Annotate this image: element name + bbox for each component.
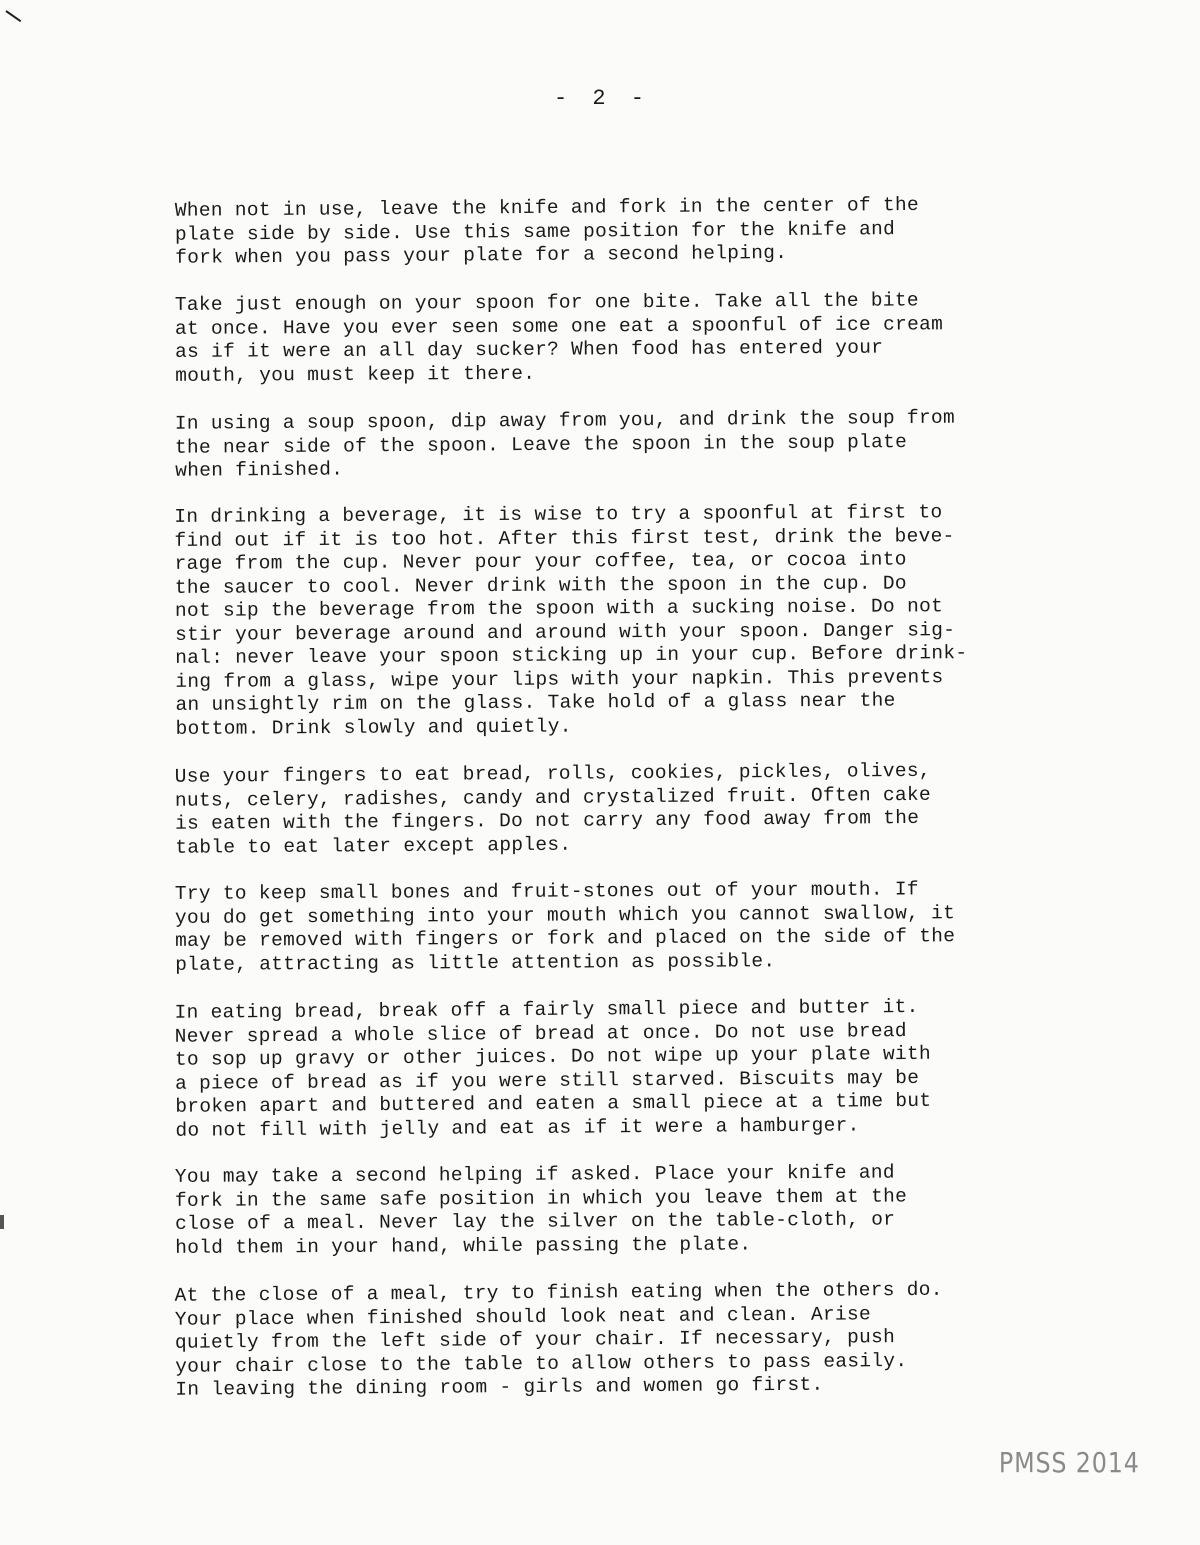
watermark: PMSS 2014: [999, 1446, 1140, 1479]
paragraph-bread: In eating bread, break off a fairly small piece and butter it. Never spread a whole slice of bread at once. Do not use bread to sop up gravy or other juices. Do not wipe up your plate with a piece of bread as if you were still starved. Biscuits may be broken apart and buttered and eaten a small piece at a time but do not fill with jelly and eat as if it were a hamburger.: [174, 995, 932, 1142]
paragraph-bones-stones: Try to keep small bones and fruit-stones out of your mouth. If you do get something into your mouth which you cannot swallow, it may be removed with fingers or fork and placed on the side of the plate, attracting as little attention as possible.: [174, 878, 956, 976]
paragraph-close-of-meal: At the close of a meal, try to finish eating when the others do. Your place when finished should look neat and clean. Arise quietly from the left side of your chair. If necessary, push your chair close to the table to allow others to pass easily. In leaving the dining room - girls and women go first.: [174, 1278, 943, 1401]
margin-tick: [0, 1215, 4, 1229]
body-text: [174, 193, 1135, 1423]
paragraph-beverage: In drinking a beverage, it is wise to try a spoonful at first to find out if it is too hot. After this first test, drink the beve- rage from the cup. Never pour your coffee, tea, or cocoa into the saucer to cool. Never drink with the spoon in the cup. Do not sip the beverage from the spoon with a sucking noise. Do not stir your beverage around and around with your spoon. Danger sig- nal: never leave your spoon sticking up in your cup. Before drink- ing from a glass, wipe your lips with your napkin. This prevents an unsightly rim on the glass. Take hold of a glass near the bottom. Drink slowly and quietly.: [174, 501, 968, 740]
paragraph-finger-foods: Use your fingers to eat bread, rolls, cookies, pickles, olives, nuts, celery, radishes, candy and crystalized fruit. Often cake is eaten with the fingers. Do not carry any food away from the table to eat later except apples.: [174, 759, 932, 859]
paragraph-spoon-bite: Take just enough on your spoon for one bite. Take all the bite at once. Have you ever seen some one eat a spoonful of ice cream as if it were an all day sucker? When food has entered your mouth, you must keep it there.: [174, 288, 944, 386]
paragraph-soup-spoon: In using a soup spoon, dip away from you, and drink the soup from the near side of the spoon. Leave the spoon in the soup plate when finished.: [174, 406, 956, 482]
corner-mark: [5, 10, 21, 22]
page-number: - 2 -: [553, 86, 646, 111]
paragraph-second-helping: You may take a second helping if asked. Place your knife and fork in the same safe position in which you leave them at the close of a meal. Never lay the silver on the table-cloth, or hold them in your hand, while passing the plate.: [174, 1161, 908, 1259]
paragraph-knife-fork: When not in use, leave the knife and fork in the center of the plate side by side. Use this same position for the knife and fork when you pass your plate for a second helping.: [174, 193, 920, 269]
